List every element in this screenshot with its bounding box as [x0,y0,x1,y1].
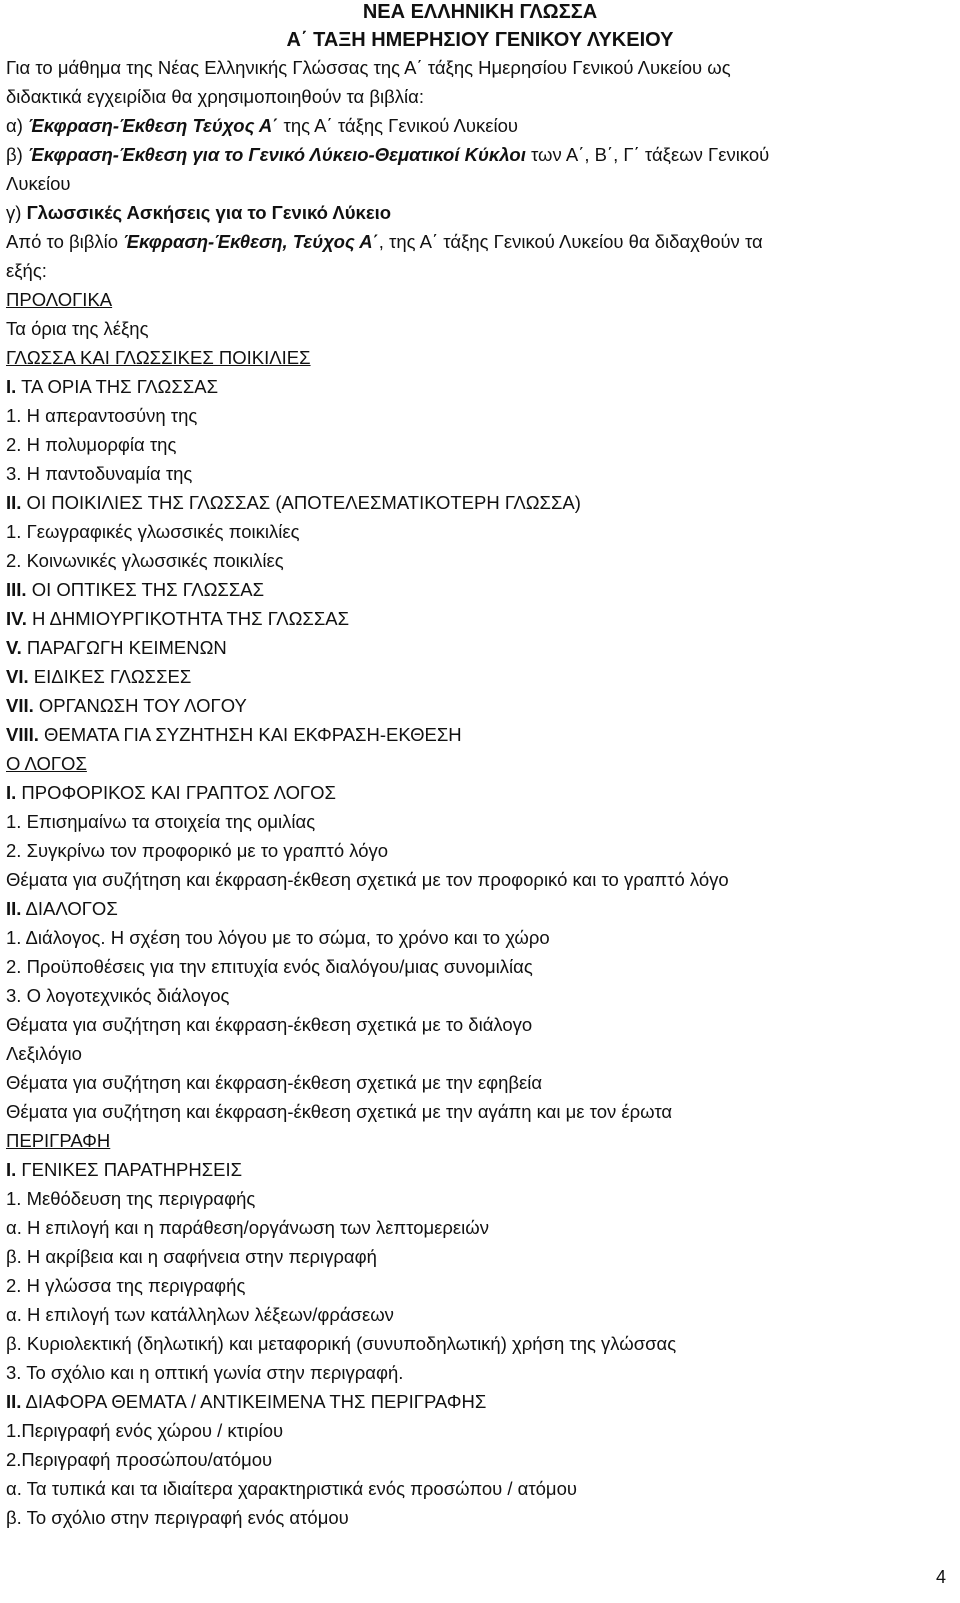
book-item-prefix: γ) [6,202,27,223]
subsection-heading [6,1387,951,1416]
subsection-title: ΔΙΑΦΟΡΑ ΘΕΜΑΤΑ / ΑΝΤΙΚΕΙΜΕΝΑ ΤΗΣ ΠΕΡΙΓΡΑΦΗΣ [21,1391,487,1412]
book-item-rest: της Α΄ τάξης Γενικού Λυκείου [278,115,519,136]
subsection-heading [6,633,951,662]
chapter-heading-glossa: ΓΛΩΣΣΑ ΚΑΙ ΓΛΩΣΣΙΚΕΣ ΠΟΙΚΙΛΙΕΣ [6,347,311,368]
list-item: α. Τα τυπικά και τα ιδιαίτερα χαρακτηριστικά ενός προσώπου / ατόμου [6,1478,577,1499]
roman-numeral: VII. [6,695,34,716]
syllabus-intro [6,227,951,256]
roman-numeral: VIII. [6,724,39,745]
roman-numeral: VI. [6,666,29,687]
list-item: Θέματα για συζήτηση και έκφραση-έκθεση σχετικά με το διάλογο [6,1014,533,1035]
book-item-c [6,198,951,227]
book-title: Γλωσσικές Ασκήσεις για το Γενικό Λύκειο [26,202,392,223]
list-item: 2. Προϋποθέσεις για την επιτυχία ενός διαλόγου/μιας συνομιλίας [6,956,533,977]
roman-numeral: ΙΙ. [6,898,22,919]
syllabus-intro-prefix: Από το βιβλίο [6,231,124,252]
syllabus-intro-continued: εξής: [6,260,47,281]
subsection-title: ΟΙ ΠΟΙΚΙΛΙΕΣ ΤΗΣ ΓΛΩΣΣΑΣ (ΑΠΟΤΕΛΕΣΜΑΤΙΚΟΤΕΡΗ ΓΛΩΣΣΑ) [21,492,581,513]
chapter-heading-perigrafi: ΠΕΡΙΓΡΑΦΗ [6,1130,111,1151]
list-item: Θέματα για συζήτηση και έκφραση-έκθεση σχετικά με την εφηβεία [6,1072,543,1093]
list-item: 1. Γεωγραφικές γλωσσικές ποικιλίες [6,521,300,542]
roman-numeral: ΙΙ. [6,1391,22,1412]
list-item: 2. Η πολυμορφία της [6,434,177,455]
document-body [6,53,951,1532]
book-title: Έκφραση-Έκθεση, Τεύχος Α΄ [123,231,379,252]
roman-numeral: Ι. [6,782,17,803]
subsection-heading [6,575,951,604]
list-item: 1. Μεθόδευση της περιγραφής [6,1188,256,1209]
subsection-title: ΠΑΡΑΓΩΓΗ ΚΕΙΜΕΝΩΝ [21,637,227,658]
book-item-b-continued: Λυκείου [6,173,71,194]
book-item-b [6,140,951,169]
list-item: 1. Διάλογος. Η σχέση του λόγου με το σώμα, το χρόνο και το χώρο [6,927,550,948]
list-item: β. Κυριολεκτική (δηλωτική) και μεταφορική (συνυποδηλωτική) χρήση της γλώσσας [6,1333,677,1354]
document-title: ΝΕΑ ΕΛΛΗΝΙΚΗ ΓΛΩΣΣΑ [362,1,598,23]
document-subtitle: Α΄ ΤΑΞΗ ΗΜΕΡΗΣΙΟΥ ΓΕΝΙΚΟΥ ΛΥΚΕΙΟΥ [286,29,674,51]
subsection-title: ΟΙ ΟΠΤΙΚΕΣ ΤΗΣ ΓΛΩΣΣΑΣ [26,579,265,600]
subsection-title: ΤΑ ΟΡΙΑ ΤΗΣ ΓΛΩΣΣΑΣ [16,376,219,397]
list-item: 1.Περιγραφή ενός χώρου / κτιρίου [6,1420,284,1441]
roman-numeral: ΙΙ. [6,492,22,513]
list-item: 2. Συγκρίνω τον προφορικό με το γραπτό λόγο [6,840,389,861]
roman-numeral: ΙV. [6,608,27,629]
book-title: Έκφραση-Έκθεση για το Γενικό Λύκειο-Θεματικοί Κύκλοι [27,144,526,165]
list-item: 3. Ο λογοτεχνικός διάλογος [6,985,230,1006]
roman-numeral: Ι. [6,376,17,397]
list-item: 3. Η παντοδυναμία της [6,463,193,484]
list-item: Τα όρια της λέξης [6,318,149,339]
subsection-title: ΔΙΑΛΟΓΟΣ [21,898,118,919]
roman-numeral: ΙΙΙ. [6,579,27,600]
subsection-heading [6,778,951,807]
subsection-heading [6,894,951,923]
subsection-heading [6,1155,951,1184]
book-title: Έκφραση-Έκθεση Τεύχος Α΄ [28,115,279,136]
subsection-title: ΠΡΟΦΟΡΙΚΟΣ ΚΑΙ ΓΡΑΠΤΟΣ ΛΟΓΟΣ [16,782,336,803]
list-item: Θέματα για συζήτηση και έκφραση-έκθεση σχετικά με τον προφορικό και το γραπτό λόγο [6,869,729,890]
intro-line: Για το μάθημα της Νέας Ελληνικής Γλώσσας της Α΄ τάξης Ημερησίου Γενικού Λυκείου ως [6,57,731,78]
page-number: 4 [935,1567,946,1587]
list-item: 3. Το σχόλιο και η οπτική γωνία στην περιγραφή. [6,1362,404,1383]
book-item-prefix: α) [6,115,28,136]
syllabus-intro-rest: , της Α΄ τάξης Γενικού Λυκείου θα διδαχθούν τα [378,231,763,252]
subsection-heading [6,691,951,720]
intro-line: διδακτικά εγχειρίδια θα χρησιμοποιηθούν τα βιβλία: [6,86,424,107]
roman-numeral: Ι. [6,1159,17,1180]
section-heading-prologika: ΠΡΟΛΟΓΙΚΑ [6,289,113,310]
book-item-rest: των Α΄, Β΄, Γ΄ τάξεων Γενικού [525,144,770,165]
subsection-heading [6,662,951,691]
list-item: 2.Περιγραφή προσώπου/ατόμου [6,1449,273,1470]
list-item: α. Η επιλογή και η παράθεση/οργάνωση των λεπτομερειών [6,1217,489,1238]
list-item: α. Η επιλογή των κατάλληλων λέξεων/φράσεων [6,1304,394,1325]
subsection-title: ΘΕΜΑΤΑ ΓΙΑ ΣΥΖΗΤΗΣΗ ΚΑΙ ΕΚΦΡΑΣΗ-ΕΚΘΕΣΗ [38,724,462,745]
subsection-title: ΓΕΝΙΚΕΣ ΠΑΡΑΤΗΡΗΣΕΙΣ [16,1159,243,1180]
list-item: Θέματα για συζήτηση και έκφραση-έκθεση σχετικά με την αγάπη και με τον έρωτα [6,1101,673,1122]
chapter-heading-logos: Ο ΛΟΓΟΣ [6,753,87,774]
list-item: 2. Κοινωνικές γλωσσικές ποικιλίες [6,550,284,571]
list-item: β. Η ακρίβεια και η σαφήνεια στην περιγραφή [6,1246,377,1267]
roman-numeral: V. [6,637,22,658]
subsection-title: ΕΙΔΙΚΕΣ ΓΛΩΣΣΕΣ [28,666,192,687]
subsection-heading [6,604,951,633]
list-item: β. Το σχόλιο στην περιγραφή ενός ατόμου [6,1507,349,1528]
subsection-heading [6,372,951,401]
subsection-title: Η ΔΗΜΙΟΥΡΓΙΚΟΤΗΤΑ ΤΗΣ ΓΛΩΣΣΑΣ [26,608,350,629]
book-item-a [6,111,951,140]
subsection-heading [6,720,951,749]
list-item: Λεξιλόγιο [6,1043,82,1064]
list-item: 1. Η απεραντοσύνη της [6,405,198,426]
list-item: 1. Επισημαίνω τα στοιχεία της ομιλίας [6,811,316,832]
book-item-prefix: β) [6,144,28,165]
subsection-title: ΟΡΓΑΝΩΣΗ ΤΟΥ ΛΟΓΟΥ [33,695,247,716]
list-item: 2. Η γλώσσα της περιγραφής [6,1275,246,1296]
subsection-heading [6,488,951,517]
